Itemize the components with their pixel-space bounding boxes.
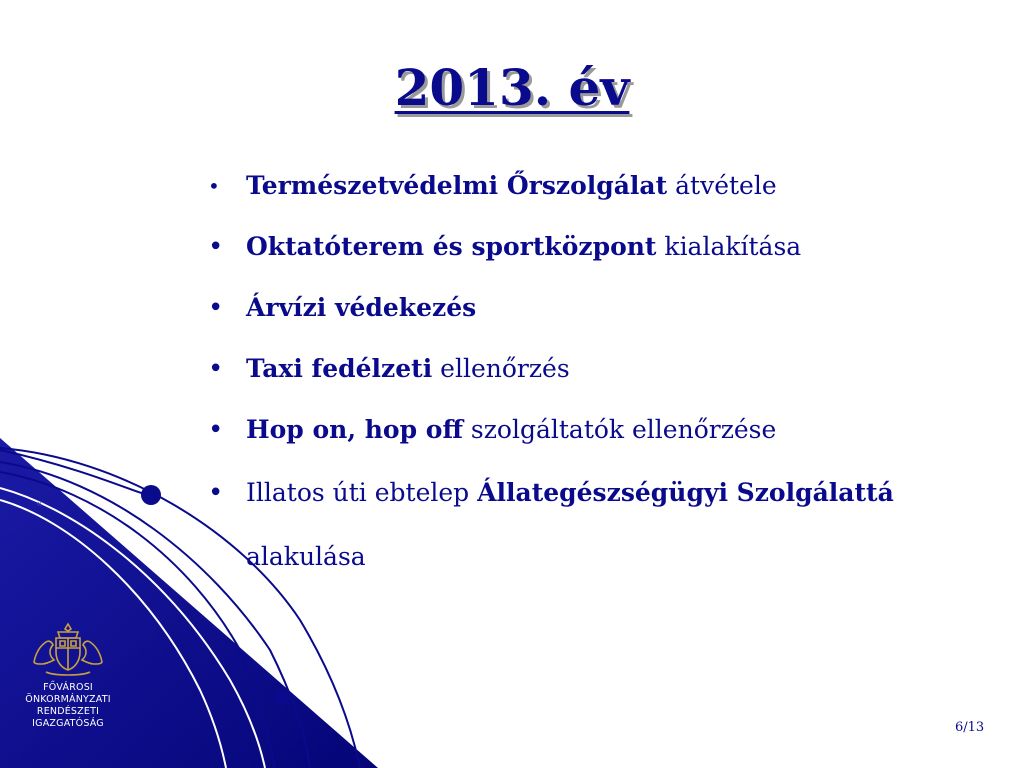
bullet-item [208, 168, 1008, 204]
bullet-text: alakulása [246, 542, 366, 571]
org-name-line: ÖNKORMÁNYZATI [25, 694, 111, 705]
bullet-item [208, 412, 1008, 448]
bullet-item [208, 351, 1008, 387]
bullet-text: kialakítása [656, 232, 802, 261]
page-number: 6/13 [955, 720, 985, 735]
bullet-bold-text: Oktatóterem és sportközpont [246, 232, 657, 261]
bullet-text: átvétele [667, 171, 777, 200]
bullet-item [208, 229, 1008, 265]
bullet-list [208, 168, 1008, 614]
bullet-bold-text: Hop on, hop off [246, 415, 463, 444]
decor-mark: « [36, 499, 43, 510]
bullet-bold-text: Állategészségügyi Szolgálattá [477, 478, 894, 507]
bullet-bold-text: Árvízi védekezés [246, 293, 477, 322]
bullet-text: szolgáltatók ellenőrzése [462, 415, 777, 444]
bullet-text: ellenőrzés [432, 354, 570, 383]
org-name-line: RENDÉSZETI [36, 706, 100, 717]
bullet-bold-text: Taxi fedélzeti [246, 354, 433, 383]
slide-title: 2013. év [394, 58, 630, 117]
coat-of-arms-icon [30, 622, 106, 678]
bullet-text: Illatos úti ebtelep [246, 478, 478, 507]
bullet-item [208, 290, 1008, 326]
decor-dot-large [141, 485, 161, 505]
organization-logo [18, 622, 118, 730]
org-name-line: IGAZGATÓSÁG [32, 718, 104, 729]
bullet-bold-text: Természetvédelmi Őrszolgálat [246, 171, 668, 200]
organization-name [18, 682, 118, 730]
decor-dot-small [274, 690, 290, 706]
org-name-line: FŐVÁROSI [43, 682, 93, 693]
bullet-item [208, 461, 1008, 589]
